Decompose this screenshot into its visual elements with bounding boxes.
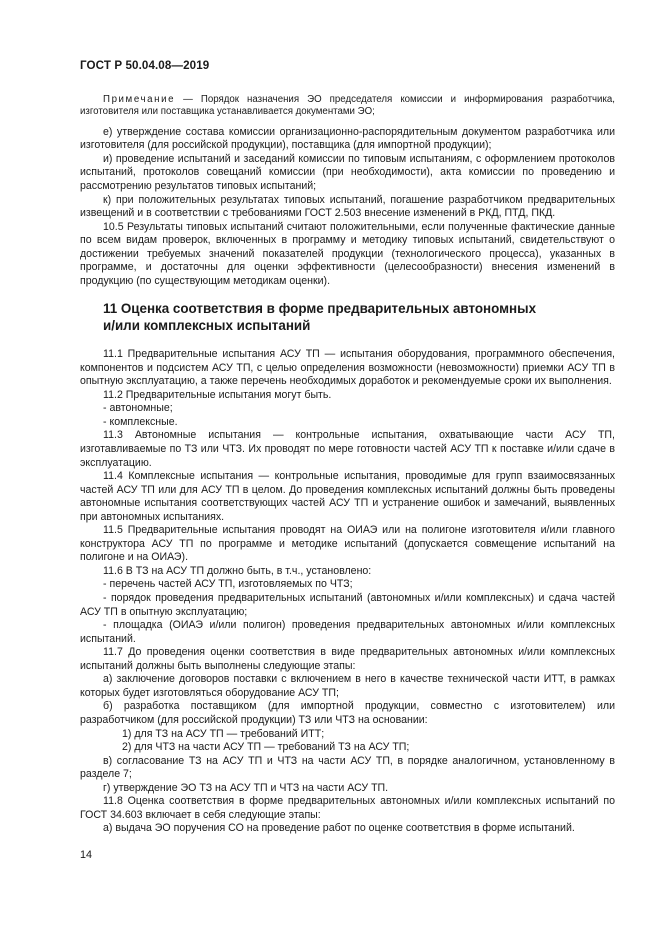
list-item-autonomous: - автономные; [103, 402, 173, 415]
list-item-v-approval: в) согласование ТЗ на АСУ ТП и ЧТЗ на части АСУ ТП, в порядке аналогичном, установленному в разделе 7; [80, 754, 615, 781]
paragraph-11-7: 11.7 До проведения оценки соответствия в виде предварительных автономных и/или комплексных испытаний должны быть выполнены следующие этапы: [80, 646, 615, 672]
paragraph-e: е) утверждение состава комиссии организационно-распорядительным документом разработчика или изготовителя (для российской продукции), поставщика (для импортной продукции); [80, 125, 615, 152]
paragraph-k: к) при положительных результатах типовых испытаний, погашение разработчиком предварительных извещений и в соответствии с требованиями ГОСТ 2.503 внесение изменений в РКД, ПТД, ПКД. [80, 193, 615, 220]
paragraph-11-6: 11.6 В ТЗ на АСУ ТП должно быть, в т.ч., установлено: [103, 564, 372, 577]
paragraph-11-8: 11.8 Оценка соответствия в форме предварительных автономных и/или комплексных испытаний по ГОСТ 34.603 включает в себя следующие этапы: [80, 795, 615, 821]
sub-item-1: 1) для ТЗ на АСУ ТП — требований ИТТ; [122, 727, 325, 740]
paragraph-11-3: 11.3 Автономные испытания — контрольные испытания, охватывающие части АСУ ТП, изготавливаемые по ТЗ или ЧТЗ. Их проводят по мере готовности частей АСУ ТП к поставке и/или сдаче в эксплуатацию. [80, 429, 615, 469]
sub-item-2: 2) для ЧТЗ на части АСУ ТП — требований ТЗ на АСУ ТП; [122, 741, 410, 754]
paragraph-11-5: 11.5 Предварительные испытания проводят на ОИАЭ или на полигоне изготовителя и/или главного конструктора АСУ ТП по программе и методике испытаний (допускается совмещение испытаний на полигоне и на ОИАЭ). [80, 524, 615, 564]
page-number: 14 [80, 849, 93, 861]
note-text: — Порядок назначения ЭО председателя комиссии и информирования разработчика, изготовителя или поставщика устанавливается документами ЭО; [80, 94, 615, 118]
note-paragraph [80, 94, 615, 119]
section-heading-11 [103, 301, 615, 334]
note-label: Примечание [103, 94, 176, 105]
list-item-a-assignment: а) выдача ЭО поручения СО на проведение работ по оценке соответствия в форме испытаний. [103, 822, 575, 835]
paragraph-10-5: 10.5 Результаты типовых испытаний считают положительными, если полученные фактические данные по всем видам проверок, включенных в программу и методику типовых испытаний, свидетельствуют о достижении требуемых значений показателей продукции (технологического процесса), указанных в программе, и достаточны для оценки эффективности (целесообразности) внесения изменений в продукцию (по существующим методикам оценки). [80, 220, 615, 287]
section-heading-line-2: и/или комплексных испытаний [103, 317, 311, 333]
list-item-b-development: б) разработка поставщиком (для импортной продукции, совместно с изготовителем) или разработчиком (для российской продукции) ТЗ или ЧТЗ на основании: [80, 700, 615, 726]
list-item-g-confirmation: г) утверждение ЭО ТЗ на АСУ ТП и ЧТЗ на части АСУ ТП. [103, 781, 389, 794]
paragraph-11-2: 11.2 Предварительные испытания могут быть. [103, 388, 332, 401]
list-item-testing-procedure: - порядок проведения предварительных испытаний (автономных и/или комплексных) и сдача частей АСУ ТП в опытную эксплуатацию; [80, 592, 615, 618]
paragraph-i: и) проведение испытаний и заседаний комиссии по типовым испытаниям, с оформлением протоколов испытаний, протоколов совещаний комиссии (при необходимости), акта комиссии по проведению и рассмотрению результатов типовых испытаний; [80, 152, 615, 192]
list-item-parts-list: - перечень частей АСУ ТП, изготовляемых по ЧТЗ; [103, 578, 353, 591]
list-item-complex: - комплексные. [103, 415, 178, 428]
section-heading-line-1: 11 Оценка соответствия в форме предварительных автономных [103, 301, 537, 317]
standard-code-header: ГОСТ Р 50.04.08—2019 [80, 59, 210, 72]
paragraph-11-1: 11.1 Предварительные испытания АСУ ТП — испытания оборудования, программного обеспечения, компонентов и подсистем АСУ ТП, с целью определения возможности (невозможности) приемки АСУ ТП в опытную эксплуатацию, а также перечень необходимых доработок и рекомендуемые сроки их выполнения. [80, 348, 615, 388]
paragraph-11-4: 11.4 Комплексные испытания — контрольные испытания, проводимые для групп взаимосвязанных частей АСУ ТП или для АСУ ТП в целом. До проведения комплексных испытаний должны быть проведены автономные испытания соответствующих частей АСУ ТП и устранение ошибок и замечаний, выявленных при автономных испытаниях. [80, 470, 615, 523]
list-item-a-contracts: а) заключение договоров поставки с включением в него в качестве технической части ИТТ, в рамках которых будет изготовляться оборудование АСУ ТП; [80, 673, 615, 699]
page-content [80, 94, 615, 836]
list-item-test-site: - площадка (ОИАЭ и/или полигон) проведения предварительных автономных и/или комплексных испытаний. [80, 619, 615, 645]
